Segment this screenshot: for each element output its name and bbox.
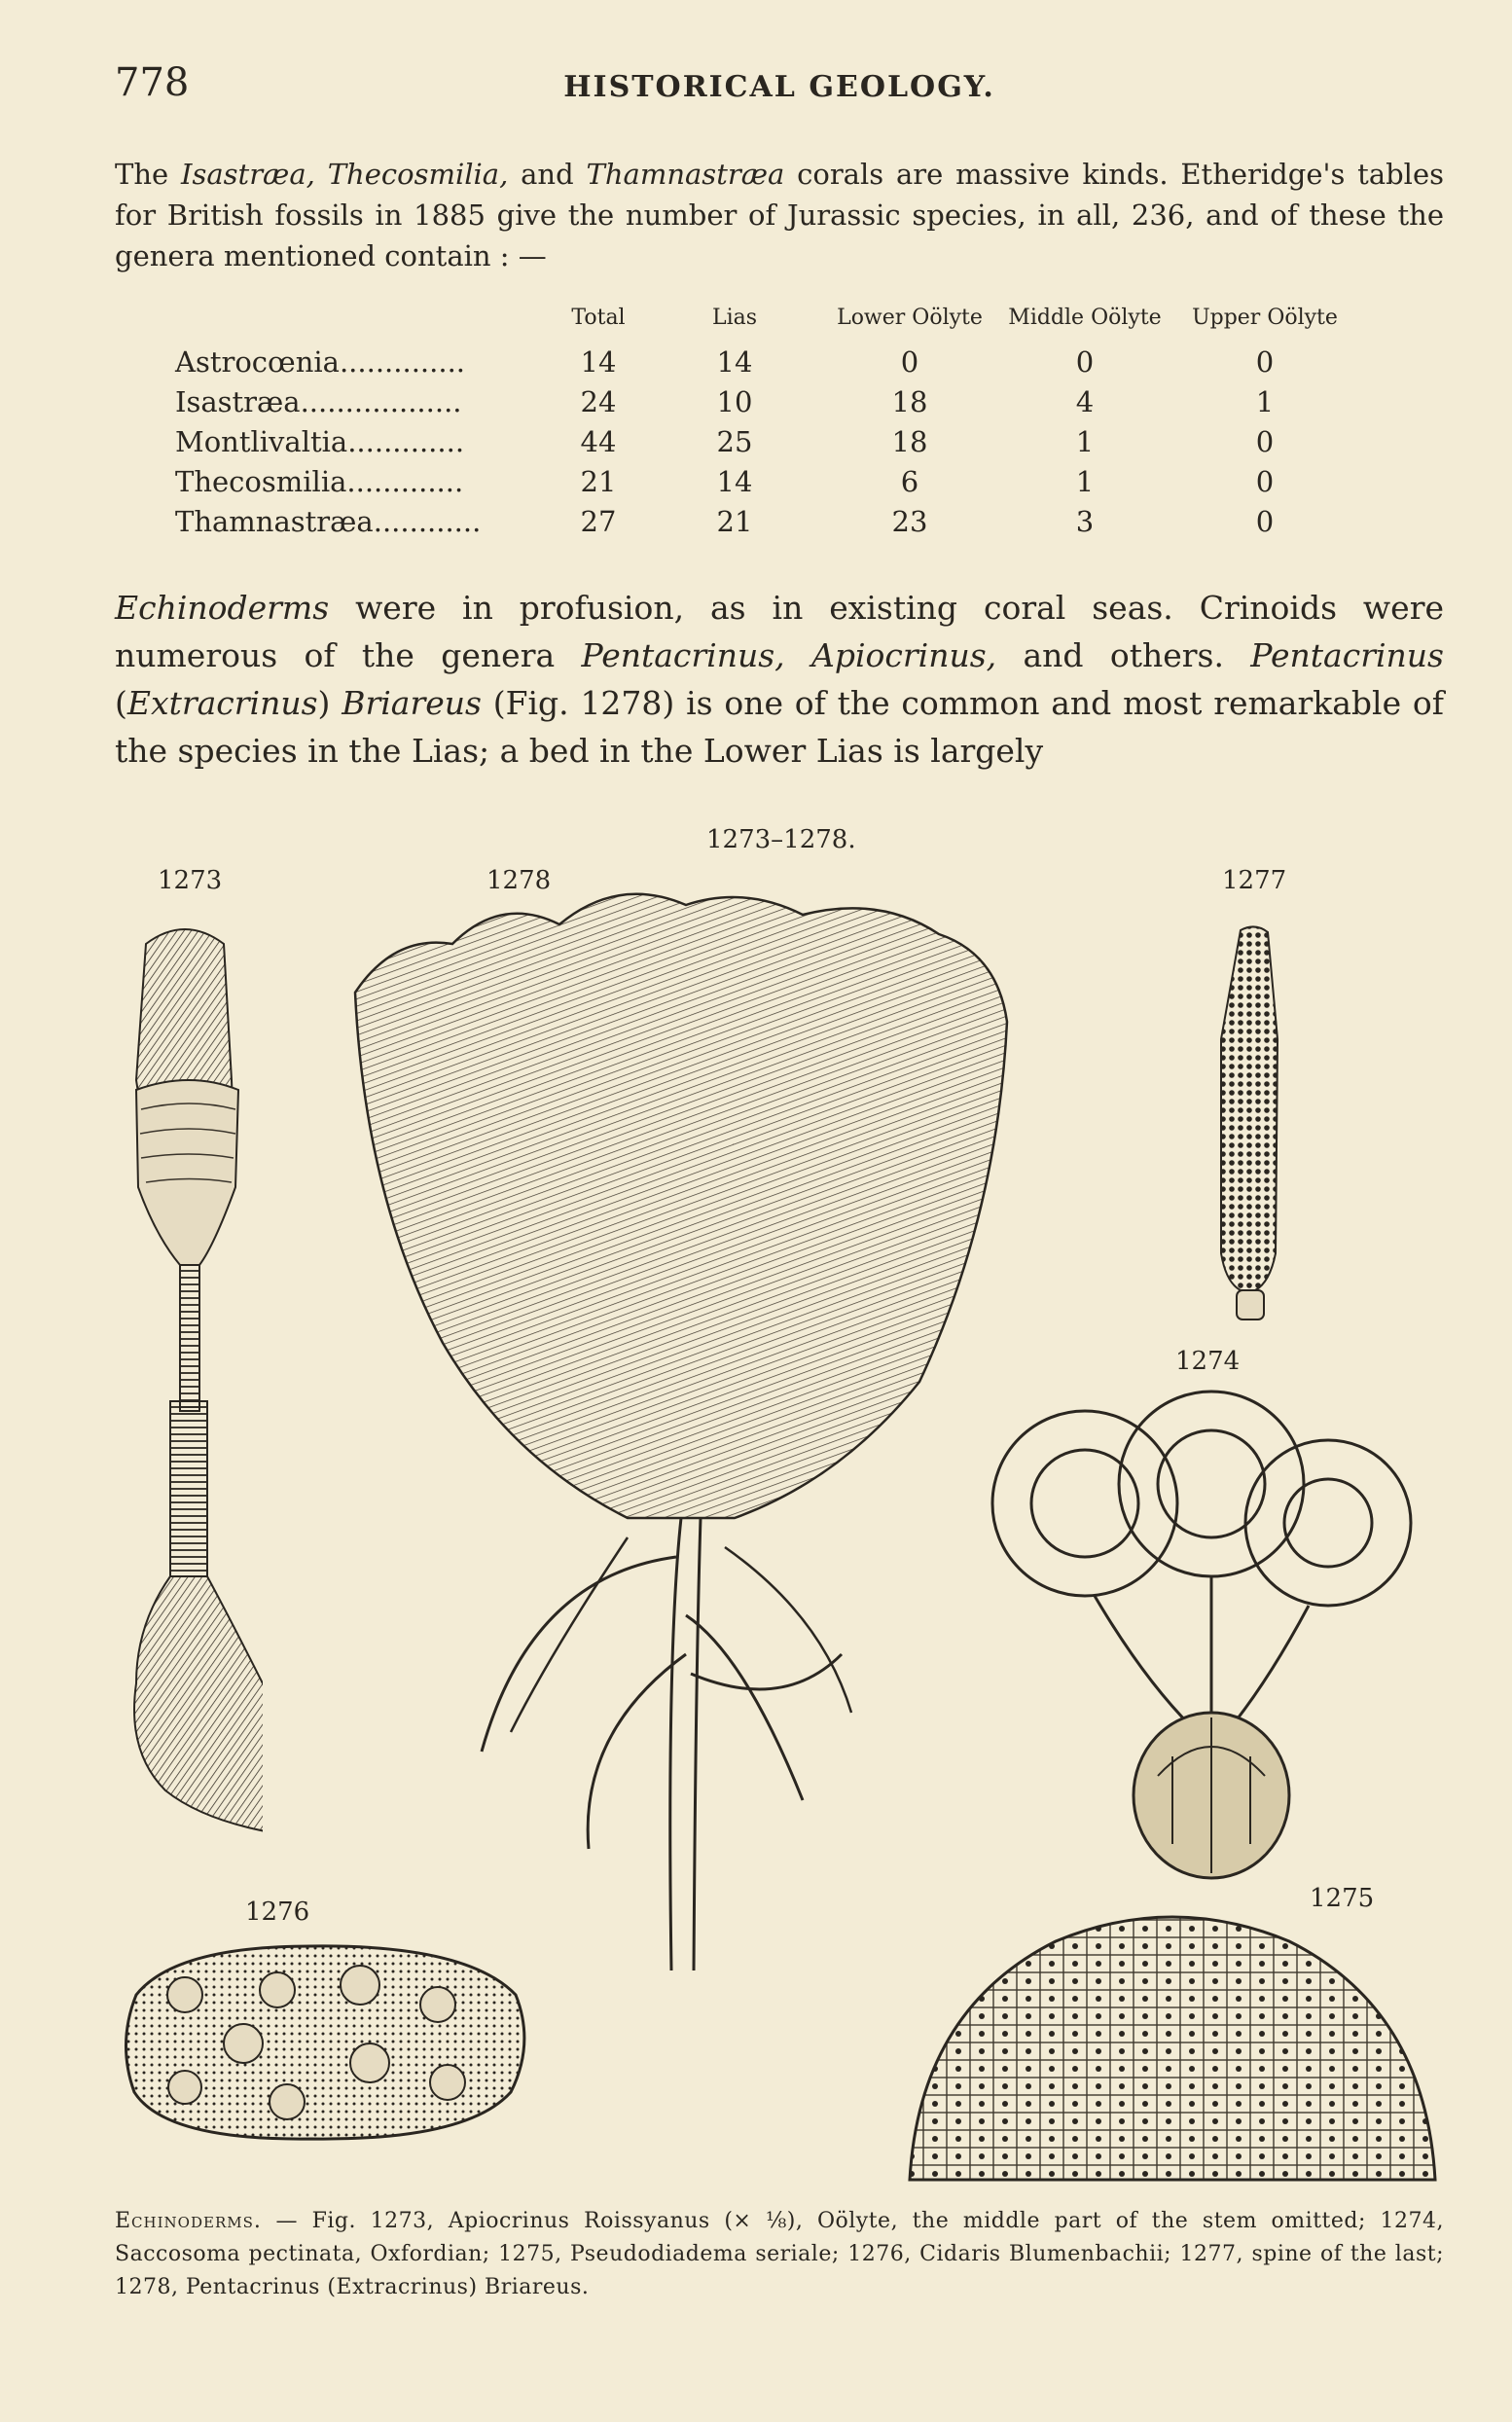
cidaris-spine-illustration bbox=[1202, 922, 1299, 1331]
genus-cell: Thecosmilia............. bbox=[175, 464, 464, 498]
lower-oolyte-cell: 18 bbox=[891, 384, 928, 418]
body-text: (Fig. 1278) is one of the common and most remarkable of the species in the Lias; a bed in the Lower Lias is largely bbox=[115, 684, 1444, 770]
genus-apiocrinus: Apiocrinus, bbox=[811, 636, 997, 674]
intro-paragraph bbox=[115, 154, 1444, 276]
header-upper-oolyte: Upper Oölyte bbox=[1192, 306, 1338, 330]
lower-oolyte-cell: 23 bbox=[891, 504, 928, 538]
body-text: ( bbox=[115, 684, 127, 722]
upper-oolyte-cell: 0 bbox=[1255, 504, 1275, 538]
genus-pentacrinus: Pentacrinus, bbox=[581, 636, 785, 674]
header-lower-oolyte: Lower Oölyte bbox=[837, 306, 983, 330]
middle-oolyte-cell: 1 bbox=[1075, 464, 1095, 498]
middle-oolyte-cell: 4 bbox=[1075, 384, 1095, 418]
intro-text bbox=[315, 158, 328, 191]
page-number: 778 bbox=[115, 60, 190, 105]
lias-cell: 10 bbox=[716, 384, 753, 418]
lias-cell: 25 bbox=[716, 424, 753, 458]
lias-cell: 14 bbox=[716, 344, 753, 379]
caption-text: — Fig. 1273, Apiocrinus Roissyanus (× ⅛), Oölyte, the middle part of the stem omitted; 1274, Saccosoma pectinata, Oxfordian; 1275, Pseudodiadema seriale; 1276, Cidaris Blumenbachii; 1277, spine of the last; 1278, Pentacrinus (Extracrinus) Briareus. bbox=[115, 2209, 1444, 2299]
intro-text: and bbox=[508, 158, 587, 191]
header-lias: Lias bbox=[711, 306, 758, 330]
genus-cell: Astrocœnia.............. bbox=[175, 344, 466, 379]
figure-label-1274: 1274 bbox=[1175, 1347, 1241, 1376]
running-head bbox=[115, 60, 1444, 109]
middle-oolyte-cell: 3 bbox=[1075, 504, 1095, 538]
total-cell: 21 bbox=[580, 464, 617, 498]
genus-pentacrinus: Pentacrinus bbox=[1250, 636, 1444, 674]
total-cell: 44 bbox=[580, 424, 617, 458]
intro-text: corals are massive kinds. Etheridge's tables for British fossils in 1885 give the number of Jurassic species, in all, 236, and of these the genera mentioned contain : — bbox=[115, 158, 1445, 272]
header-middle-oolyte: Middle Oölyte bbox=[1008, 306, 1162, 330]
lower-oolyte-cell: 0 bbox=[900, 344, 919, 379]
figure-label-1273: 1273 bbox=[158, 866, 223, 895]
total-cell: 14 bbox=[580, 344, 617, 379]
figure-label-1276: 1276 bbox=[245, 1898, 310, 1927]
species-briareus: Briareus bbox=[342, 684, 482, 722]
term-echinoderms: Echinoderms bbox=[115, 589, 330, 627]
upper-oolyte-cell: 0 bbox=[1255, 464, 1275, 498]
header-genus bbox=[175, 306, 555, 342]
table-header-row bbox=[175, 306, 1352, 342]
upper-oolyte-cell: 0 bbox=[1255, 424, 1275, 458]
middle-oolyte-cell: 0 bbox=[1075, 344, 1095, 379]
pseudodiadema-illustration bbox=[900, 1902, 1445, 2185]
echinoderms-paragraph bbox=[115, 584, 1444, 775]
header-total: Total bbox=[571, 306, 626, 330]
body-text: ) bbox=[317, 684, 342, 722]
table-row bbox=[175, 501, 1352, 541]
body-text: and others. bbox=[996, 636, 1251, 674]
genus-thecosmilia: Thecosmilia, bbox=[327, 158, 509, 191]
table-row bbox=[175, 461, 1352, 501]
total-cell: 27 bbox=[580, 504, 617, 538]
body-text bbox=[785, 636, 811, 674]
figure-caption bbox=[115, 2205, 1444, 2304]
table-row bbox=[175, 342, 1352, 381]
genus-thamnastraea: Thamnastræa bbox=[586, 158, 785, 191]
caption-lead: Echinoderms. bbox=[115, 2209, 262, 2233]
table-row bbox=[175, 381, 1352, 421]
intro-text: The bbox=[115, 158, 182, 191]
species-table bbox=[175, 306, 1352, 541]
running-title: HISTORICAL GEOLOGY. bbox=[563, 70, 995, 104]
upper-oolyte-cell: 1 bbox=[1255, 384, 1275, 418]
body-text: were in profusion, as in existing coral seas. Crinoids were numerous of the genera bbox=[115, 589, 1444, 674]
middle-oolyte-cell: 1 bbox=[1075, 424, 1095, 458]
saccosoma-illustration bbox=[978, 1387, 1425, 1893]
pentacrinus-illustration bbox=[336, 876, 1017, 1980]
figure-label-1277: 1277 bbox=[1222, 866, 1287, 895]
genus-isastraea: Isastræa, bbox=[181, 158, 315, 191]
lower-oolyte-cell: 18 bbox=[891, 424, 928, 458]
cidaris-illustration bbox=[117, 1936, 535, 2146]
genus-extracrinus: Extracrinus bbox=[126, 684, 318, 722]
figure-label-1278: 1278 bbox=[486, 866, 552, 895]
lower-oolyte-cell: 6 bbox=[900, 464, 919, 498]
figure-group-label: 1273–1278. bbox=[706, 825, 856, 854]
lias-cell: 21 bbox=[716, 504, 753, 538]
genus-cell: Thamnastræa............ bbox=[175, 504, 482, 538]
genus-cell: Montlivaltia............. bbox=[175, 424, 465, 458]
lias-cell: 14 bbox=[716, 464, 753, 498]
apiocrinus-illustration bbox=[117, 924, 263, 1888]
genus-cell: Isastræa.................. bbox=[175, 384, 462, 418]
table-row bbox=[175, 421, 1352, 461]
figure-label-1275: 1275 bbox=[1310, 1884, 1375, 1913]
total-cell: 24 bbox=[580, 384, 617, 418]
upper-oolyte-cell: 0 bbox=[1255, 344, 1275, 379]
